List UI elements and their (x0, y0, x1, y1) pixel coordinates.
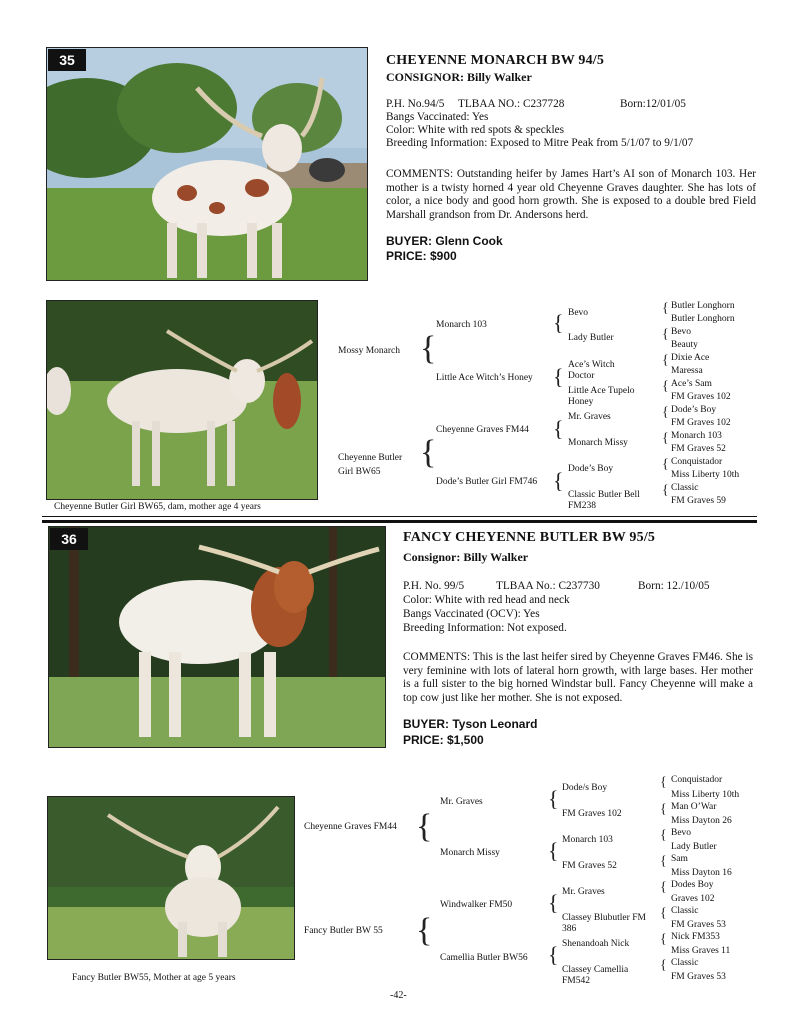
lot35-ped-bracket: { (662, 301, 669, 316)
lot36-ped-bracket: { (660, 932, 667, 947)
lot35-ped-g4-6: Maressa (671, 366, 703, 376)
lot36-color: Color: White with red head and neck (403, 594, 570, 606)
lot35-ped-ss-d: Lady Butler (568, 333, 614, 343)
lot36-ped-g4-10: Graves 102 (671, 894, 715, 904)
lot35-tlbaa-number: TLBAA NO.: C237728 (458, 98, 565, 110)
lot35-ped-sire: Mossy Monarch (338, 346, 401, 356)
lot36-bangs: Bangs Vaccinated (OCV): Yes (403, 608, 540, 620)
lot35-ped-g4-4: Beauty (671, 340, 698, 350)
lot35-ped-bracket: { (553, 310, 564, 335)
lot35-consignor: CONSIGNOR: Billy Walker (386, 70, 532, 84)
lot35-ped-g4-14: Miss Liberty 10th (671, 470, 740, 480)
lot35-ped-dd-d: Classic Butler Bell FM238 (568, 490, 640, 511)
lot36-ped-sd-d: FM Graves 52 (562, 861, 617, 871)
lot36-ped-bracket: { (660, 828, 667, 843)
lot36-ped-g4-2: Miss Liberty 10th (671, 790, 740, 800)
lot36-ped-bracket: { (548, 942, 559, 967)
lot35-ped-ds-d: Monarch Missy (568, 438, 628, 448)
page-number: -42- (390, 990, 407, 1001)
lot35-ped-g4-2: Butler Longhorn (671, 314, 735, 324)
lot35-price: PRICE: $900 (386, 249, 457, 263)
lot35-ped-g4-5: Dixie Ace (671, 353, 710, 363)
lot36-ped-ds-s: Mr. Graves (562, 887, 605, 897)
lot35-ped-ds-s: Mr. Graves (568, 412, 611, 422)
lot36-ph-number: P.H. No. 99/5 (403, 580, 465, 592)
lot36-ped-g4-8: Miss Dayton 16 (671, 868, 732, 878)
lot36-ped-g4-4: Miss Dayton 26 (671, 816, 732, 826)
lot36-consignor: Consignor: Billy Walker (403, 550, 529, 564)
lot35-bangs: Bangs Vaccinated: Yes (386, 111, 489, 123)
lot36-ped-bracket: { (548, 786, 559, 811)
lot35-ped-g4-13: Conquistador (671, 457, 723, 467)
lot35-ped-dd-s: Dode’s Boy (568, 464, 614, 474)
lot35-ped-g4-3: Bevo (671, 327, 692, 337)
lot36-breeding: Breeding Information: Not exposed. (403, 622, 567, 634)
lot35-ped-bracket: { (662, 379, 669, 394)
lot35-ped-g4-8: FM Graves 102 (671, 392, 731, 402)
lot35-ped-bracket: { (553, 416, 564, 441)
lot35-born-date: Born:12/01/05 (620, 98, 686, 110)
lot35-ped-g4-15: Classic (671, 483, 699, 493)
lot35-color: Color: White with red spots & speckles (386, 124, 565, 136)
lot36-ped-g4-5: Bevo (671, 828, 692, 838)
lot35-ped-sd-s: Ace’s Witch Doctor (568, 360, 615, 381)
lot35-ped-dam-dam: Dode’s Butler Girl FM746 (436, 477, 538, 487)
lot35-ped-bracket: { (420, 434, 437, 471)
lot36-number-badge: 36 (50, 528, 88, 550)
lot35-ped-dam: Cheyenne Butler Girl BW65 (338, 453, 403, 477)
lot36-ped-bracket: { (660, 906, 667, 921)
lot36-title: FANCY CHEYENNE BUTLER BW 95/5 (403, 530, 656, 545)
lot36-ped-dd-s: Shenandoah Nick (562, 939, 630, 949)
lot36-ped-bracket: { (660, 958, 667, 973)
lot36-born-date: Born: 12./10/05 (638, 580, 710, 592)
lot36-comments: COMMENTS: This is the last heifer sired by Cheyenne Graves FM46. She is very feminine with lots of lateral horn growth, with large bases. Her mother is a full sister to the big horned Windstar bull. Fancy Cheyenne will make a top cow just like her mother. She is not exposed. (403, 651, 753, 704)
lot35-dam-caption: Cheyenne Butler Girl BW65, dam, mother age 4 years (54, 502, 261, 512)
lot35-ped-dam-sire: Cheyenne Graves FM44 (436, 425, 529, 435)
lot36-ped-bracket: { (548, 890, 559, 915)
lot35-title: CHEYENNE MONARCH BW 94/5 (386, 53, 605, 68)
lot35-ped-sire-dam: Little Ace Witch’s Honey (436, 373, 533, 383)
lot36-ped-ss-d: FM Graves 102 (562, 809, 622, 819)
section-divider (42, 520, 757, 523)
lot35-dam-photo (46, 300, 318, 500)
lot35-ped-ss-s: Bevo (568, 308, 589, 318)
lot36-ped-bracket: { (660, 802, 667, 817)
lot35-main-photo (46, 47, 368, 281)
lot35-ped-bracket: { (662, 457, 669, 472)
lot35-ped-bracket: { (553, 364, 564, 389)
lot35-breeding: Breeding Information: Exposed to Mitre Peak from 5/1/07 to 9/1/07 (386, 137, 694, 149)
lot36-dam-caption: Fancy Butler BW55, Mother at age 5 years (72, 973, 236, 983)
lot36-ped-dam: Fancy Butler BW 55 (304, 926, 383, 936)
lot36-ped-sire-dam: Monarch Missy (440, 848, 500, 858)
lot36-main-photo (48, 526, 386, 748)
lot36-price: PRICE: $1,500 (403, 733, 484, 747)
lot35-ph-number: P.H. No.94/5 (386, 98, 445, 110)
lot35-ped-bracket: { (662, 483, 669, 498)
lot35-ped-g4-16: FM Graves 59 (671, 496, 726, 506)
lot36-ped-ds-d: Classey Blubutler FM 386 (562, 913, 646, 934)
lot36-ped-g4-12: FM Graves 53 (671, 920, 726, 930)
lot36-ped-g4-6: Lady Butler (671, 842, 717, 852)
lot36-ped-dd-d: Classey Camellia FM542 (562, 965, 629, 986)
lot36-ped-bracket: { (416, 808, 433, 845)
lot36-ped-g4-16: FM Graves 53 (671, 972, 726, 982)
lot36-ped-g4-14: Miss Graves 11 (671, 946, 731, 956)
lot36-ped-sd-s: Monarch 103 (562, 835, 613, 845)
lot36-ped-ss-s: Dode/s Boy (562, 783, 608, 793)
lot36-ped-bracket: { (660, 775, 667, 790)
lot36-ped-sire: Cheyenne Graves FM44 (304, 822, 397, 832)
lot35-ped-bracket: { (420, 330, 437, 367)
lot36-ped-dam-sire: Windwalker FM50 (440, 900, 513, 910)
lot36-ped-g4-11: Classic (671, 906, 699, 916)
lot35-ped-g4-7: Ace’s Sam (671, 379, 712, 389)
lot36-ped-g4-3: Man O’War (671, 802, 717, 812)
lot36-ped-g4-9: Dodes Boy (671, 880, 714, 890)
lot36-ped-bracket: { (660, 854, 667, 869)
lot35-ped-g4-9: Dode’s Boy (671, 405, 717, 415)
lot36-ped-bracket: { (416, 912, 433, 949)
lot36-buyer: BUYER: Tyson Leonard (403, 717, 538, 731)
lot35-comments: COMMENTS: Outstanding heifer by James Hart’s AI son of Monarch 103. Her mother is a twisty horned 4 year old Cheyenne Graves daughter. She has lots of color, a nice body and good horn growth. She is exposed to a double bred Field Marshall grandson from Dr. Andersons herd. (386, 168, 756, 221)
lot35-ped-g4-1: Butler Longhorn (671, 301, 735, 311)
lot35-ped-bracket: { (662, 327, 669, 342)
lot36-ped-g4-7: Sam (671, 854, 688, 864)
lot35-ped-g4-11: Monarch 103 (671, 431, 722, 441)
lot35-number-badge: 35 (48, 49, 86, 71)
lot35-ped-g4-12: FM Graves 52 (671, 444, 726, 454)
lot36-tlbaa-number: TLBAA No.: C237730 (496, 580, 600, 592)
section-divider (42, 516, 757, 517)
lot35-buyer: BUYER: Glenn Cook (386, 234, 503, 248)
lot36-ped-sire-sire: Mr. Graves (440, 797, 483, 807)
lot35-ped-sire-sire: Monarch 103 (436, 320, 487, 330)
lot35-ped-bracket: { (553, 468, 564, 493)
lot35-ped-g4-10: FM Graves 102 (671, 418, 731, 428)
lot36-ped-g4-15: Classic (671, 958, 699, 968)
lot36-ped-g4-1: Conquistador (671, 775, 723, 785)
lot36-ped-bracket: { (660, 880, 667, 895)
lot35-ped-bracket: { (662, 405, 669, 420)
lot36-ped-g4-13: Nick FM353 (671, 932, 720, 942)
lot35-ped-bracket: { (662, 431, 669, 446)
lot36-dam-photo (47, 796, 295, 960)
lot36-ped-bracket: { (548, 838, 559, 863)
lot36-ped-dam-dam: Camellia Butler BW56 (440, 953, 528, 963)
lot35-ped-bracket: { (662, 353, 669, 368)
lot35-ped-sd-d: Little Ace Tupelo Honey (568, 386, 635, 407)
